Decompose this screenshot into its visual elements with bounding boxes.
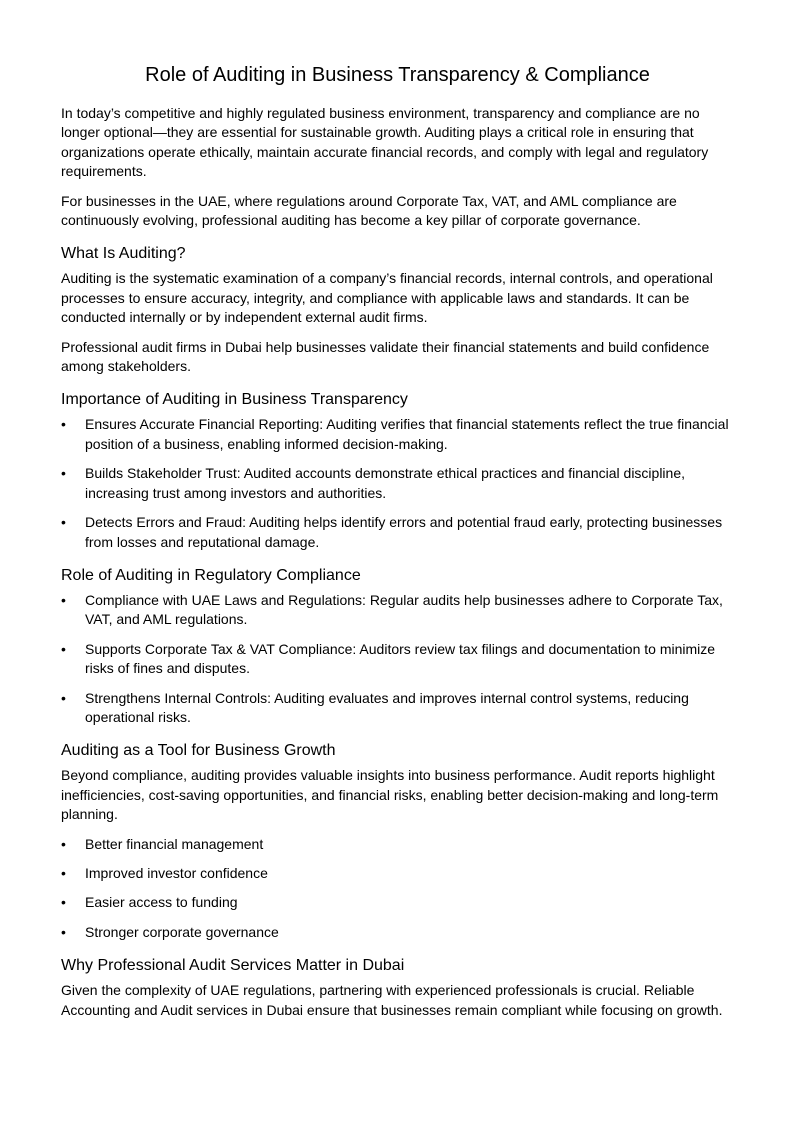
section-paragraph: Beyond compliance, auditing provides valuable insights into business performance. Audit reports highlight inefficiencies, cost-saving opportunities, and financial risks, enabling better decision-making and long-term planning. [61,767,719,823]
bullet-icon: • [61,835,66,852]
bullet-icon: • [61,894,66,911]
list-item [61,893,734,912]
bullet-list [61,415,734,551]
section-heading-importance: Importance of Auditing in Business Transparency [61,391,408,409]
bullet-icon: • [61,864,66,881]
list-item [61,640,734,679]
list-item-text: Improved investor confidence [85,864,268,881]
list-item [61,864,734,883]
list-item-text: Easier access to funding [85,894,238,911]
list-item-text: Strengthens Internal Controls: Auditing evaluates and improves internal control systems, reducing operational risks. [85,689,689,725]
bullet-list [61,835,734,943]
bullet-icon: • [61,640,66,657]
list-item [61,464,734,503]
document-title: Role of Auditing in Business Transparency & Compliance [145,64,650,86]
section-heading-regulatory-compliance: Role of Auditing in Regulatory Compliance [61,566,361,584]
list-item [61,513,734,552]
bullet-icon: • [61,591,66,608]
list-item-text: Detects Errors and Fraud: Auditing helps identify errors and potential fraud early, protecting businesses from losses and reputational damage. [85,514,723,550]
bullet-icon: • [61,465,66,482]
list-item [61,923,734,942]
bullet-icon: • [61,416,66,433]
bullet-icon: • [61,689,66,706]
list-item [61,835,734,854]
list-item-text: Ensures Accurate Financial Reporting: Auditing verifies that financial statements reflect the true financial position of a business, enabling informed decision-making. [85,416,729,452]
list-item [61,591,734,630]
section-heading-what-is-auditing: What Is Auditing? [61,245,186,263]
list-item-text: Builds Stakeholder Trust: Audited accounts demonstrate ethical practices and financial discipline, increasing trust among investors and authorities. [85,465,686,501]
bullet-icon: • [61,514,66,531]
list-item-text: Stronger corporate governance [85,923,279,940]
bullet-list [61,591,734,727]
section-paragraph: Given the complexity of UAE regulations, partnering with experienced professionals is crucial. Reliable Accounting and Audit services in Dubai ensure that businesses remain compliant while focusing on growth. [61,982,723,1018]
list-item [61,415,734,454]
section-paragraph: Auditing is the systematic examination of a company’s financial records, internal controls, and operational processes to ensure accuracy, integrity, and compliance with applicable laws and standards. It can be conducted internally or by independent external audit firms. [61,270,713,326]
intro-paragraph-2: For businesses in the UAE, where regulations around Corporate Tax, VAT, and AML compliance are continuously evolving, professional auditing has become a key pillar of corporate governance. [61,192,677,229]
intro-paragraph-1: In today’s competitive and highly regulated business environment, transparency and compliance are no longer optional—they are essential for sustainable growth. Auditing plays a critical role in ensuring that organizations operate ethically, maintain accurate financial records, and comply with legal and regulatory requirements. [61,105,709,180]
list-item-text: Compliance with UAE Laws and Regulations: Regular audits help businesses adhere to Corporate Tax, VAT, and AML regulations. [85,591,723,628]
section-heading-business-growth: Auditing as a Tool for Business Growth [61,742,336,760]
list-item-text: Better financial management [85,835,264,852]
section-heading-professional-audit-services: Why Professional Audit Services Matter in Dubai [61,957,405,975]
bullet-icon: • [61,923,66,940]
list-item [61,689,734,728]
list-item-text: Supports Corporate Tax & VAT Compliance: Auditors review tax filings and documentation to minimize risks of fines and disputes. [85,640,716,677]
section-paragraph: Professional audit firms in Dubai help businesses validate their financial statements and build confidence among stakeholders. [61,338,710,375]
